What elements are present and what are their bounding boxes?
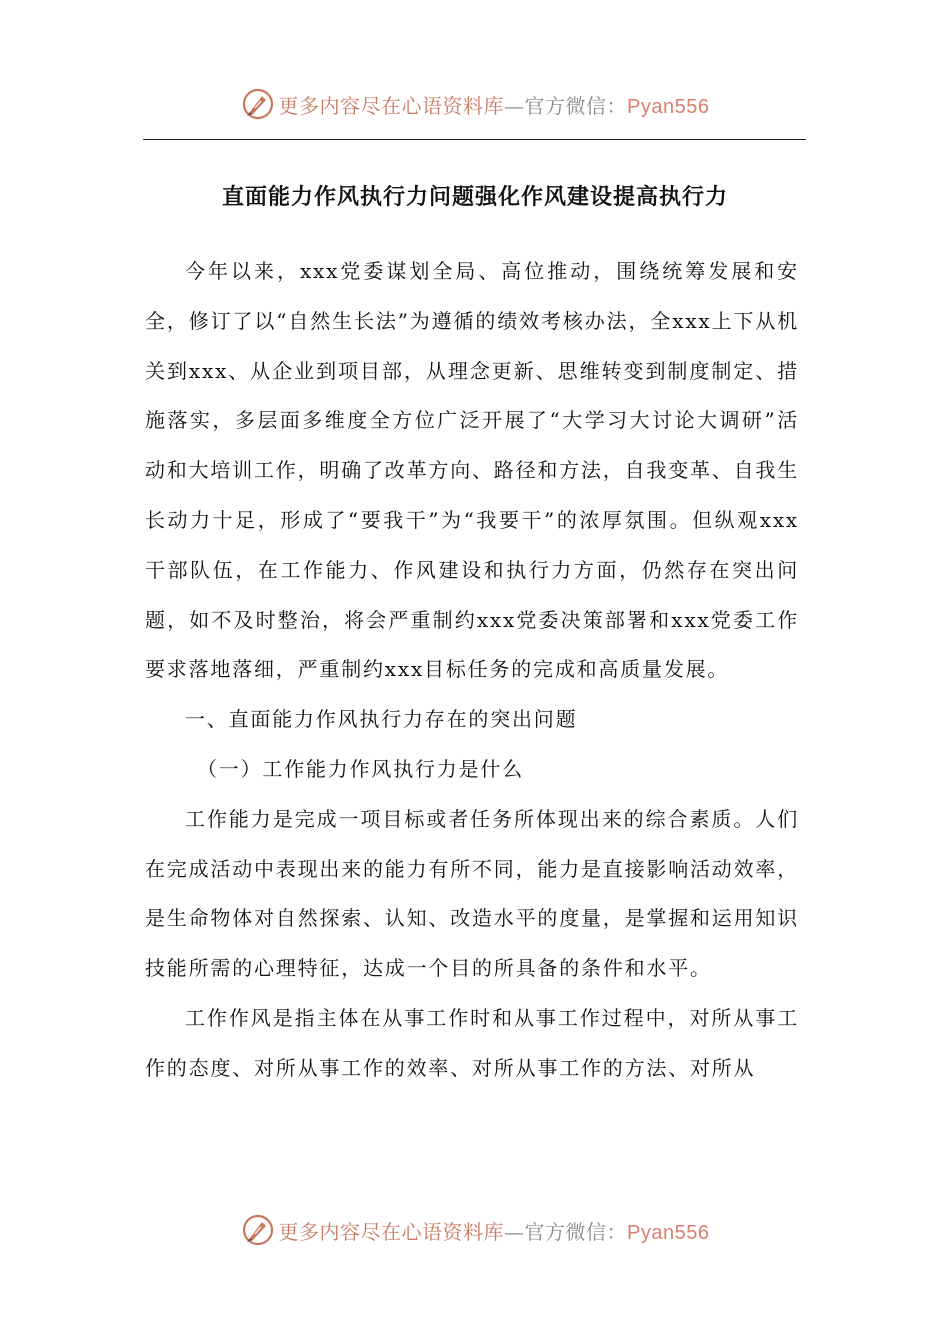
banner-separator: —: [504, 1219, 525, 1244]
pen-nib-logo-icon: [241, 87, 275, 121]
header-banner: [0, 84, 950, 124]
paragraph-work-ability: 工作能力是完成一项目标或者任务所体现出来的综合素质。人们在完成活动中表现出来的能力有所不同，能力是直接影响活动效率，是生命物体对自然探索、认知、改造水平的度量，是掌握和运用知识技能所需的心理特征，达成一个目的所具备的条件和水平。: [145, 806, 799, 981]
banner-brand-text: 更多内容尽在心语资料库: [278, 93, 505, 118]
banner-brand-text: 更多内容尽在心语资料库: [278, 1219, 505, 1244]
banner-wechat-id: Pyan556: [627, 1221, 710, 1244]
pen-nib-logo-icon: [241, 1213, 275, 1247]
document-title: 直面能力作风执行力问题强化作风建设提高执行力: [221, 185, 728, 210]
banner-wechat-label: 官方微信：: [524, 1219, 628, 1244]
footer-banner: [0, 1210, 950, 1250]
paragraph-work-style: 工作作风是指主体在从事工作时和从事工作过程中，对所从事工作的态度、对所从事工作的效率、对所从事工作的方法、对所从: [145, 1005, 799, 1080]
banner-text: [279, 90, 710, 119]
document-body: [145, 247, 799, 1094]
banner-wechat-label: 官方微信：: [524, 93, 628, 118]
section-heading-1: 一、直面能力作风执行力存在的突出问题: [185, 707, 578, 732]
header-divider: [143, 139, 806, 140]
banner-separator: —: [504, 93, 525, 118]
paragraph-intro: 今年以来，xxx党委谋划全局、高位推动，围绕统筹发展和安全，修订了以“自然生长法”为遵循的绩效考核办法，全xxx上下从机关到xxx、从企业到项目部，从理念更新、思维转变到制度制定、措施落实，多层面多维度全方位广泛开展了“大学习大讨论大调研”活动和大培训工作，明确了改革方向、路径和方法，自我变革、自我生长动力十足，形成了“要我干”为“我要干”的浓厚氛围。但纵观xxx干部队伍，在工作能力、作风建设和执行力方面，仍然存在突出问题，如不及时整治，将会严重制约xxx党委决策部署和xxx党委工作要求落地落细，严重制约xxx目标任务的完成和高质量发展。: [145, 259, 799, 682]
banner-text: [279, 1216, 710, 1245]
banner-wechat-id: Pyan556: [627, 95, 710, 118]
subsection-heading-1: （一）工作能力作风执行力是什么: [197, 756, 524, 781]
